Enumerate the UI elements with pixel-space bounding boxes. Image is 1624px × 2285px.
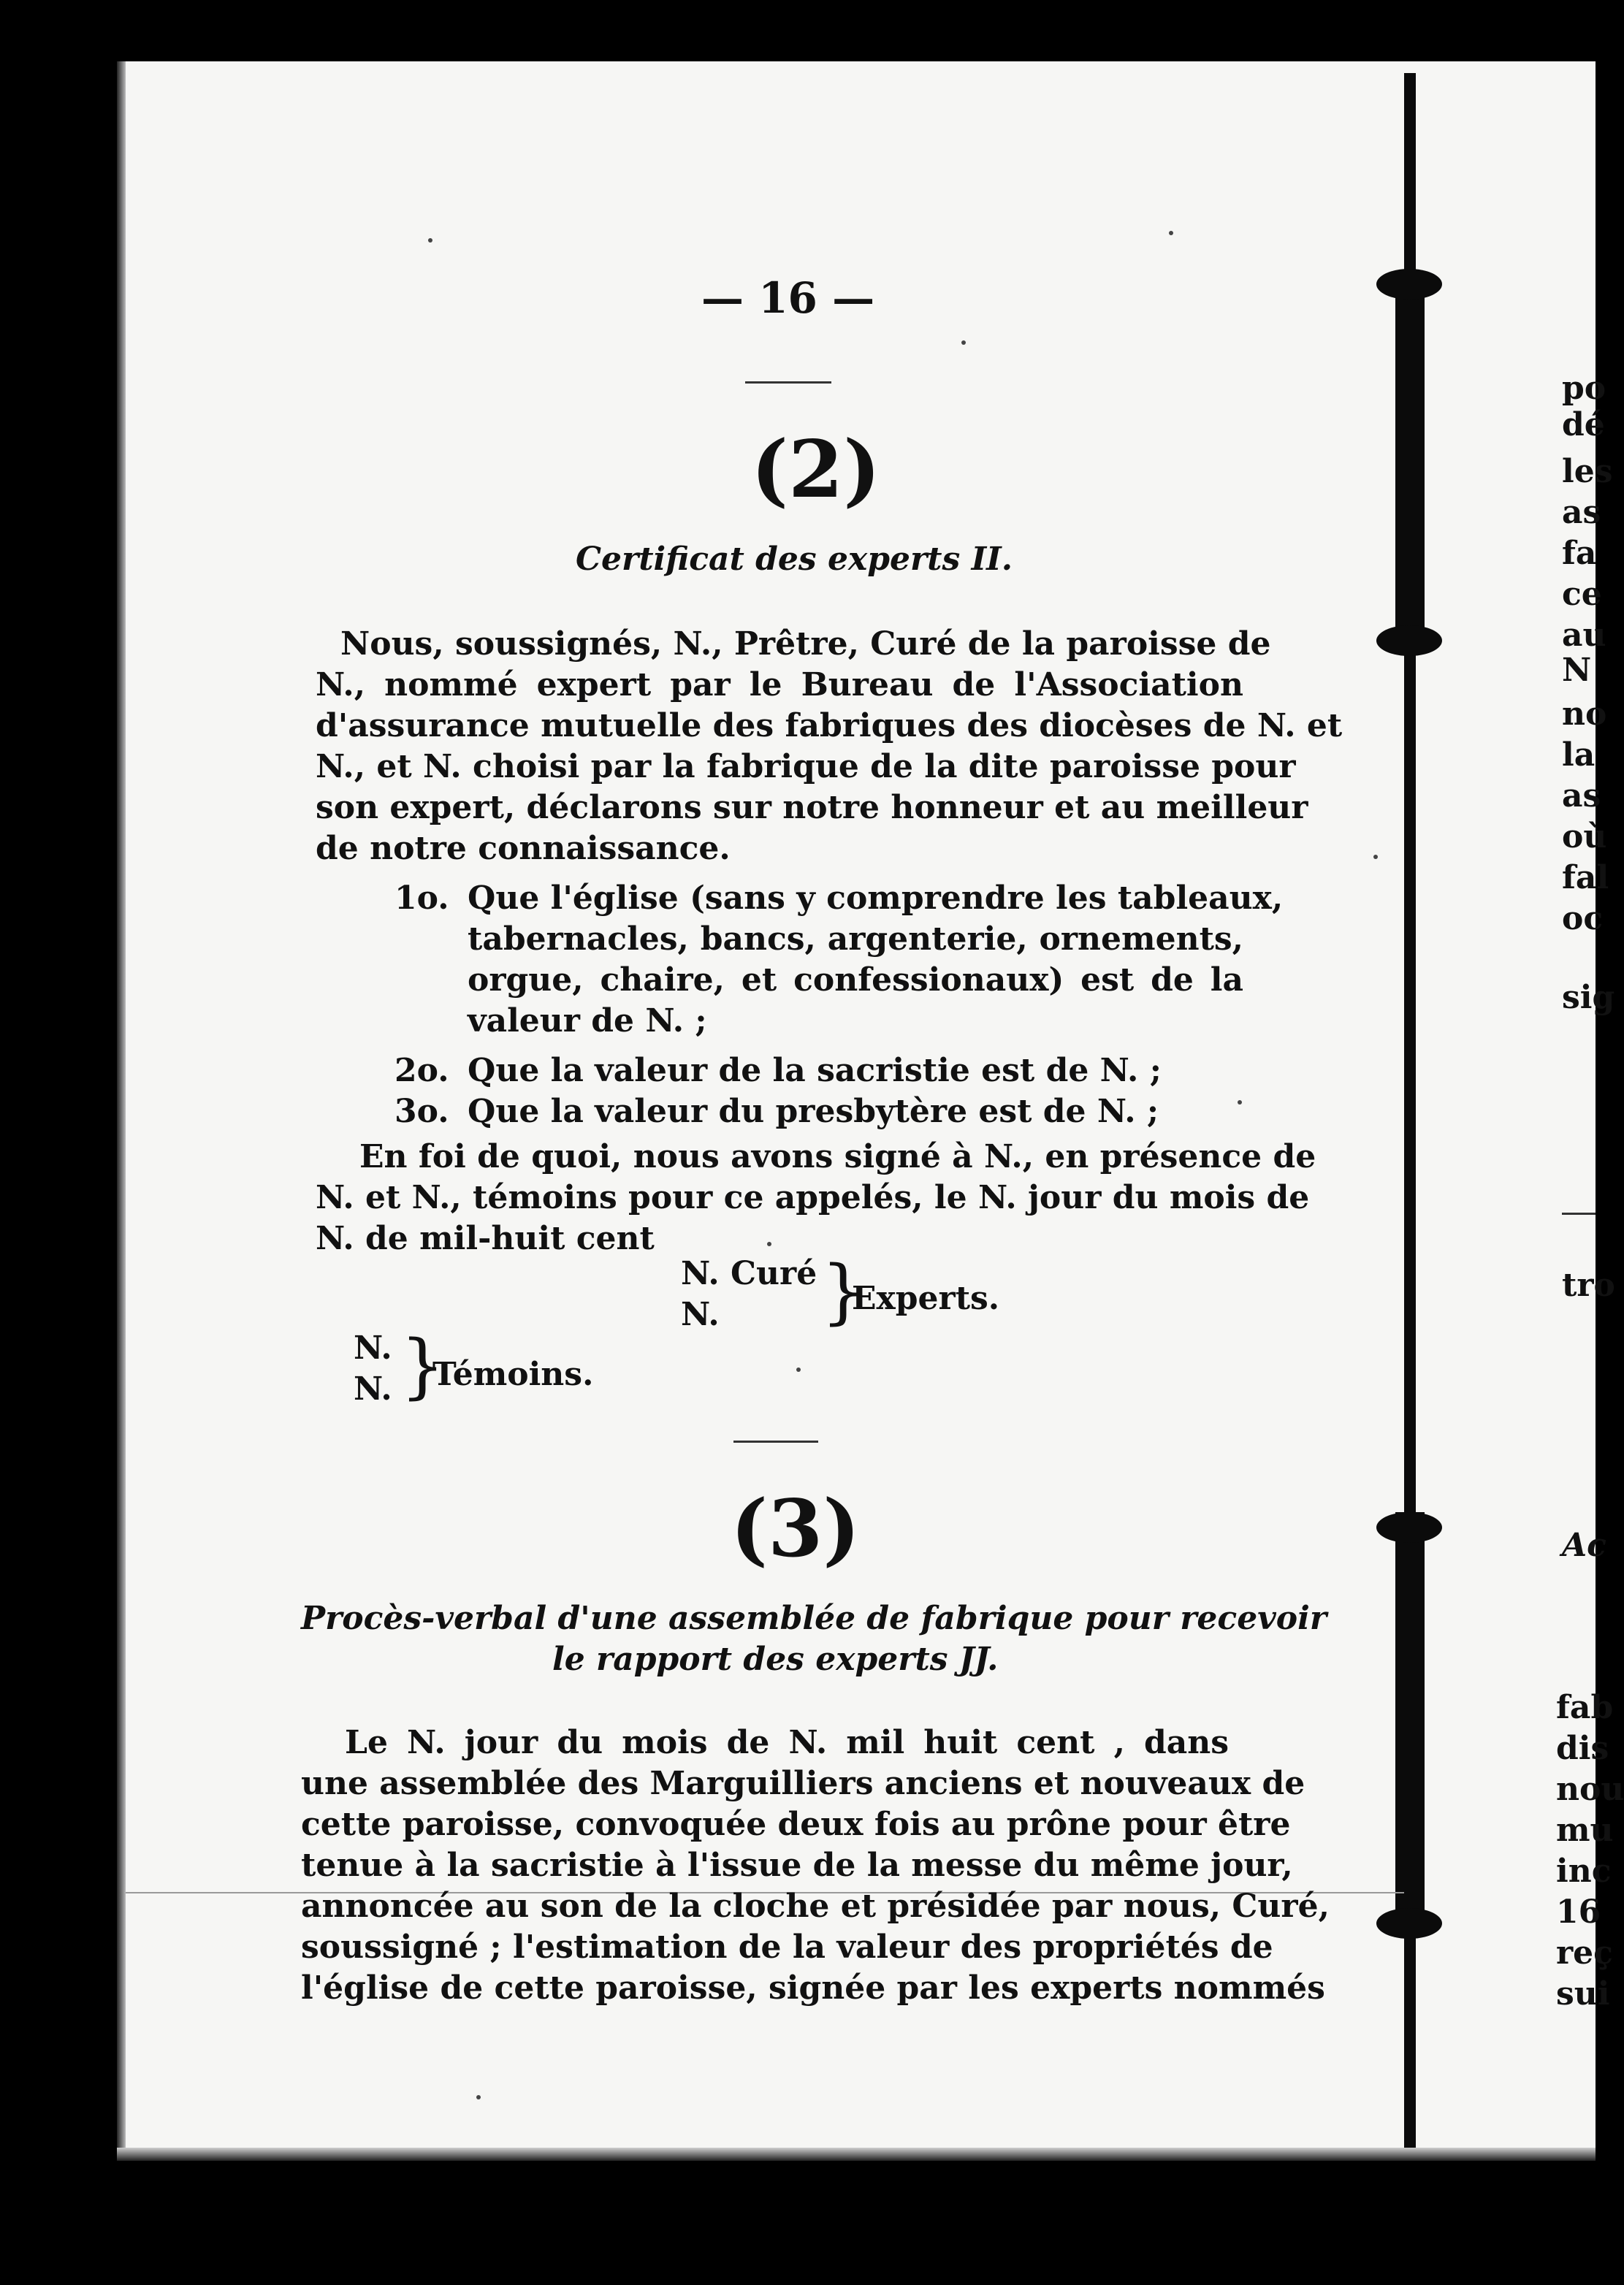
paragraph-line: son expert, déclarons sur notre honneur et au meilleur bbox=[316, 789, 1308, 826]
facing-fragment: dis bbox=[1556, 1730, 1609, 1767]
gutter-binding-knot bbox=[1376, 269, 1442, 300]
scan-speck bbox=[1373, 855, 1378, 859]
gutter-binding-lower bbox=[1395, 1512, 1425, 1921]
list-item-number: 2o. bbox=[394, 1052, 449, 1089]
scan-speck bbox=[1238, 1100, 1242, 1105]
list-item-line: Que la valeur du presbytère est de N. ; bbox=[468, 1093, 1159, 1130]
gutter-binding-knot bbox=[1376, 1512, 1442, 1543]
paragraph-line: Le N. jour du mois de N. mil huit cent , dans bbox=[345, 1724, 1229, 1761]
scan-speck bbox=[1169, 231, 1173, 235]
facing-fragment: no bbox=[1562, 695, 1607, 733]
facing-fragment: les bbox=[1562, 453, 1613, 490]
paragraph-line: N., nommé expert par le Bureau de l'Association bbox=[316, 666, 1243, 703]
expert-signature-2: N. bbox=[681, 1296, 720, 1333]
facing-fragment: po bbox=[1562, 370, 1606, 407]
scan-speck bbox=[428, 238, 432, 243]
page-left-edge bbox=[117, 61, 126, 2158]
section-number: (2) bbox=[751, 424, 881, 516]
list-item-number: 1o. bbox=[394, 880, 449, 917]
brace-icon: } bbox=[400, 1325, 446, 1407]
paragraph-line: cette paroisse, convoquée deux fois au prône pour être bbox=[301, 1806, 1291, 1843]
section-divider bbox=[733, 1441, 818, 1443]
facing-fragment: dé bbox=[1562, 406, 1605, 443]
facing-fragment: ce bbox=[1562, 576, 1602, 613]
facing-fragment: inc bbox=[1556, 1853, 1612, 1890]
facing-fragment: 16 bbox=[1556, 1893, 1601, 1931]
facing-fragment: oc bbox=[1562, 900, 1604, 937]
paragraph-line: une assemblée des Marguilliers anciens et nouveaux de bbox=[301, 1765, 1305, 1802]
witness-signature-1: N. bbox=[354, 1330, 392, 1367]
scan-speck bbox=[961, 340, 966, 345]
facing-fragment: fab bbox=[1556, 1689, 1614, 1726]
closing-line: En foi de quoi, nous avons signé à N., en présence de bbox=[359, 1138, 1316, 1175]
list-item-line: orgue, chaire, et confessionaux) est de la bbox=[468, 961, 1243, 999]
expert-signature-1: N. Curé bbox=[681, 1255, 817, 1292]
closing-line: N. et N., témoins pour ce appelés, le N. jour du mois de bbox=[316, 1179, 1310, 1216]
witness-signature-2: N. bbox=[354, 1370, 392, 1408]
facing-fragment: mu bbox=[1556, 1812, 1614, 1849]
brace-icon: } bbox=[821, 1251, 866, 1332]
facing-fragment: fal bbox=[1562, 859, 1609, 896]
scan-speck bbox=[476, 2095, 481, 2099]
section-caption: le rapport des experts JJ. bbox=[552, 1641, 999, 1678]
section-divider bbox=[745, 381, 831, 384]
paragraph-line: Nous, soussignés, N., Prêtre, Curé de la paroisse de bbox=[340, 625, 1271, 663]
facing-divider bbox=[1562, 1213, 1596, 1215]
facing-heading-fragment: Ac bbox=[1562, 1527, 1606, 1564]
page-bottom-edge bbox=[117, 2148, 1596, 2161]
section-caption: Certificat des experts II. bbox=[576, 541, 1013, 578]
facing-fragment: sui bbox=[1556, 1975, 1610, 2013]
section-number: (3) bbox=[731, 1483, 861, 1575]
facing-fragment: la bbox=[1562, 736, 1596, 774]
witnesses-label: Témoins. bbox=[432, 1356, 594, 1393]
page-number: — 16 — bbox=[701, 273, 875, 323]
list-item-line: valeur de N. ; bbox=[468, 1002, 707, 1039]
list-item-number: 3o. bbox=[394, 1093, 449, 1130]
facing-fragment: sig bbox=[1562, 979, 1615, 1016]
list-item-line: Que la valeur de la sacristie est de N. ; bbox=[468, 1052, 1162, 1089]
facing-fragment: tro bbox=[1562, 1267, 1615, 1304]
section-caption: Procès-verbal d'une assemblée de fabrique pour recevoir bbox=[301, 1600, 1327, 1637]
scan-speck bbox=[796, 1367, 801, 1372]
experts-label: Experts. bbox=[852, 1280, 1000, 1317]
list-item-line: tabernacles, bancs, argenterie, ornements, bbox=[468, 920, 1243, 958]
facing-fragment: où bbox=[1562, 818, 1607, 855]
facing-fragment: nou bbox=[1556, 1771, 1624, 1808]
facing-fragment: as bbox=[1562, 494, 1601, 531]
gutter-binding-upper bbox=[1395, 285, 1425, 650]
paragraph-line: tenue à la sacristie à l'issue de la messe du même jour, bbox=[301, 1847, 1293, 1884]
facing-fragment: fa bbox=[1562, 535, 1597, 572]
gutter-binding-knot bbox=[1376, 1908, 1442, 1939]
facing-fragment: reç bbox=[1556, 1934, 1613, 1972]
facing-fragment: au bbox=[1562, 617, 1606, 654]
list-item-line: Que l'église (sans y comprendre les tableaux, bbox=[468, 880, 1284, 917]
facing-fragment: N bbox=[1562, 652, 1592, 689]
facing-fragment: as bbox=[1562, 777, 1601, 815]
paragraph-line: soussigné ; l'estimation de la valeur des propriétés de bbox=[301, 1929, 1273, 1966]
paragraph-line: N., et N. choisi par la fabrique de la dite paroisse pour bbox=[316, 748, 1296, 785]
paragraph-line: de notre connaissance. bbox=[316, 830, 731, 867]
gutter-binding-knot bbox=[1376, 625, 1442, 656]
paragraph-line: annoncée au son de la cloche et présidée par nous, Curé, bbox=[301, 1888, 1330, 1925]
closing-line: N. de mil-huit cent bbox=[316, 1220, 655, 1257]
scan-speck bbox=[767, 1242, 771, 1246]
paragraph-line: d'assurance mutuelle des fabriques des diocèses de N. et bbox=[316, 707, 1343, 744]
paragraph-line: l'église de cette paroisse, signée par les experts nommés bbox=[301, 1969, 1325, 2007]
